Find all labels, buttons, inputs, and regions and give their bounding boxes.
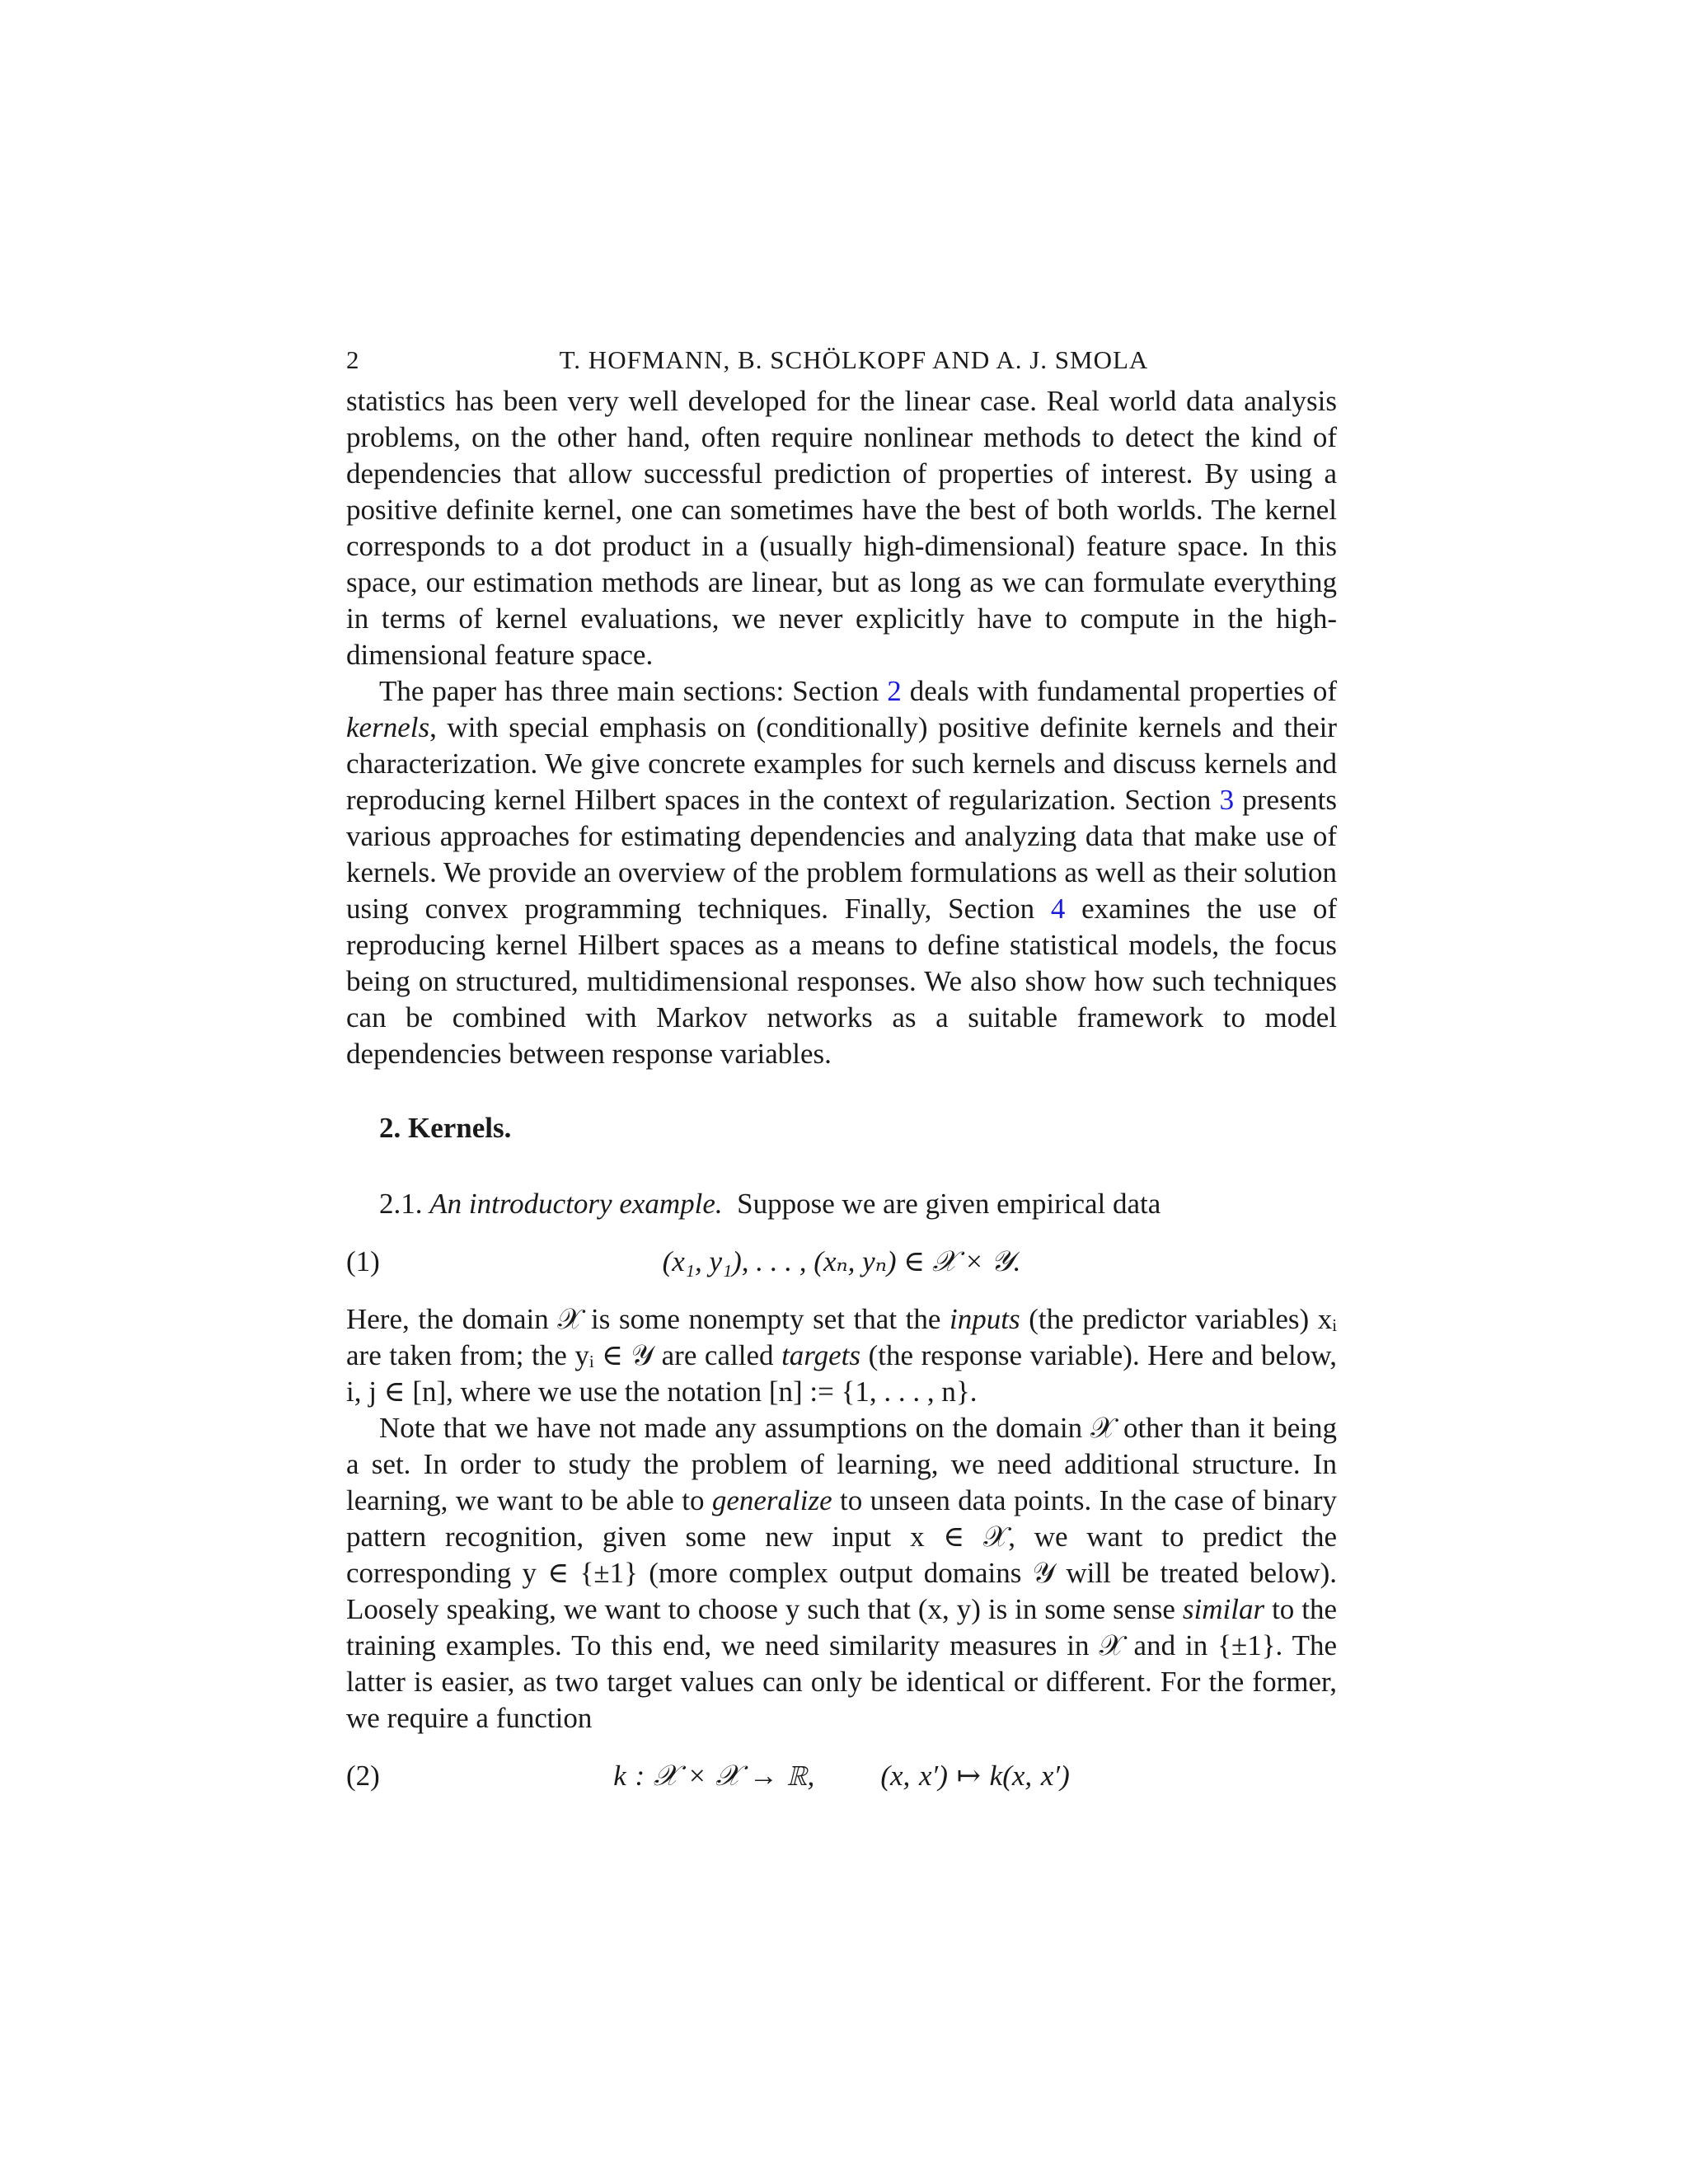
- running-title: T. HOFMANN, B. SCHÖLKOPF AND A. J. SMOLA: [559, 345, 1149, 374]
- emphasis-targets: targets: [781, 1339, 860, 1371]
- subsection-number: 2.1.: [379, 1188, 430, 1220]
- text-run: examines the use of reproducing kernel Hilbert spaces as a means to define statistical models, the focus being on structured, multidimensional responses. We also show how such techniques can be combined with Markov networks as a suitable framework to model dependencies between response variables.: [346, 893, 1337, 1070]
- text-run: to the training examples. To this end, we need similarity measures in 𝒳 and in {±1}. The latter is easier, as two target values can only be identical or different. For the former, we require a function: [346, 1593, 1338, 1734]
- intro-paragraph-2: [346, 673, 1337, 1072]
- text-run: , with special emphasis on (conditionally) positive definite kernels and their characterization. We give concrete examples for such kernels and discuss kernels and reproducing kernel Hilbert spaces in the context of regularization. Section: [346, 711, 1337, 816]
- subsection-intro: [346, 1186, 1337, 1222]
- text-run: presents various approaches for estimating dependencies and analyzing data that make use of kernels. We provide an overview of the problem formulations as well as their solution using convex programming techniques. Finally, Section: [346, 784, 1337, 925]
- text-run: (the predictor variables) xᵢ are taken from; the yᵢ ∈ 𝒴 are called: [346, 1303, 1338, 1371]
- text-run: deals with fundamental properties of: [901, 675, 1337, 707]
- equation-2: [346, 1758, 1337, 1794]
- emphasis-similar: similar: [1182, 1593, 1265, 1625]
- emphasis-kernels: kernels: [346, 711, 430, 743]
- emphasis-generalize: generalize: [711, 1484, 832, 1516]
- paragraph-similarity: [346, 1410, 1337, 1736]
- text-run: Suppose we are given empirical data: [722, 1188, 1161, 1220]
- text-run: (the response variable). Here and below, i, j ∈ [n], where we use the notation [n] := {1, . . . , n}.: [346, 1339, 1337, 1408]
- equation-number: (1): [346, 1245, 380, 1277]
- equation-body: (x₁, y₁), . . . , (xₙ, yₙ) ∈ 𝒳 × 𝒴.: [662, 1245, 1021, 1277]
- text-run: Here, the domain 𝒳 is some nonempty set that the: [346, 1303, 950, 1335]
- page-number: 2: [346, 345, 360, 374]
- equation-body: [346, 1758, 1337, 1794]
- equation-number: (2): [346, 1760, 380, 1792]
- emphasis-inputs: inputs: [950, 1303, 1020, 1335]
- paper-page: [346, 334, 1337, 1816]
- section-4-link[interactable]: 4: [1050, 893, 1066, 925]
- equation-right: (x, x′) ↦ k(x, x′): [880, 1760, 1070, 1792]
- running-head: [346, 334, 1337, 383]
- section-3-link[interactable]: 3: [1219, 784, 1235, 816]
- text-run: The paper has three main sections: Section: [379, 675, 888, 707]
- intro-paragraph-1: statistics has been very well developed for the linear case. Real world data analysis problems, on the other hand, often require nonlinear methods to detect the kind of dependencies that allow successful prediction of properties of interest. By using a positive definite kernel, one can sometimes have the best of both worlds. The kernel corresponds to a dot product in a (usually high-dimensional) feature space. In this space, our estimation methods are linear, but as long as we can formulate everything in terms of kernel evaluations, we never explicitly have to compute in the high-dimensional feature space.: [346, 385, 1337, 671]
- text-run: Note that we have not made any assumptions on the domain 𝒳 other than it being a set. In order to study the problem of learning, we need additional structure. In learning, we want to be able to: [346, 1412, 1337, 1516]
- paragraph-domain: [346, 1301, 1337, 1410]
- section-heading: 2. Kernels.: [379, 1112, 512, 1144]
- text-run: to unseen data points. In the case of binary pattern recognition, given some new input x ∈ 𝒳, we want to predict the corresponding y ∈ {±1} (more complex output domains 𝒴 will be treated below). Loosely speaking, we want to choose y such that (x, y) is in some sense: [346, 1484, 1338, 1625]
- section-2-link[interactable]: 2: [887, 675, 902, 707]
- subsection-title: An introductory example.: [429, 1188, 723, 1220]
- equation-left: k : 𝒳 × 𝒳 → ℝ,: [613, 1760, 815, 1792]
- equation-1: [346, 1244, 1337, 1280]
